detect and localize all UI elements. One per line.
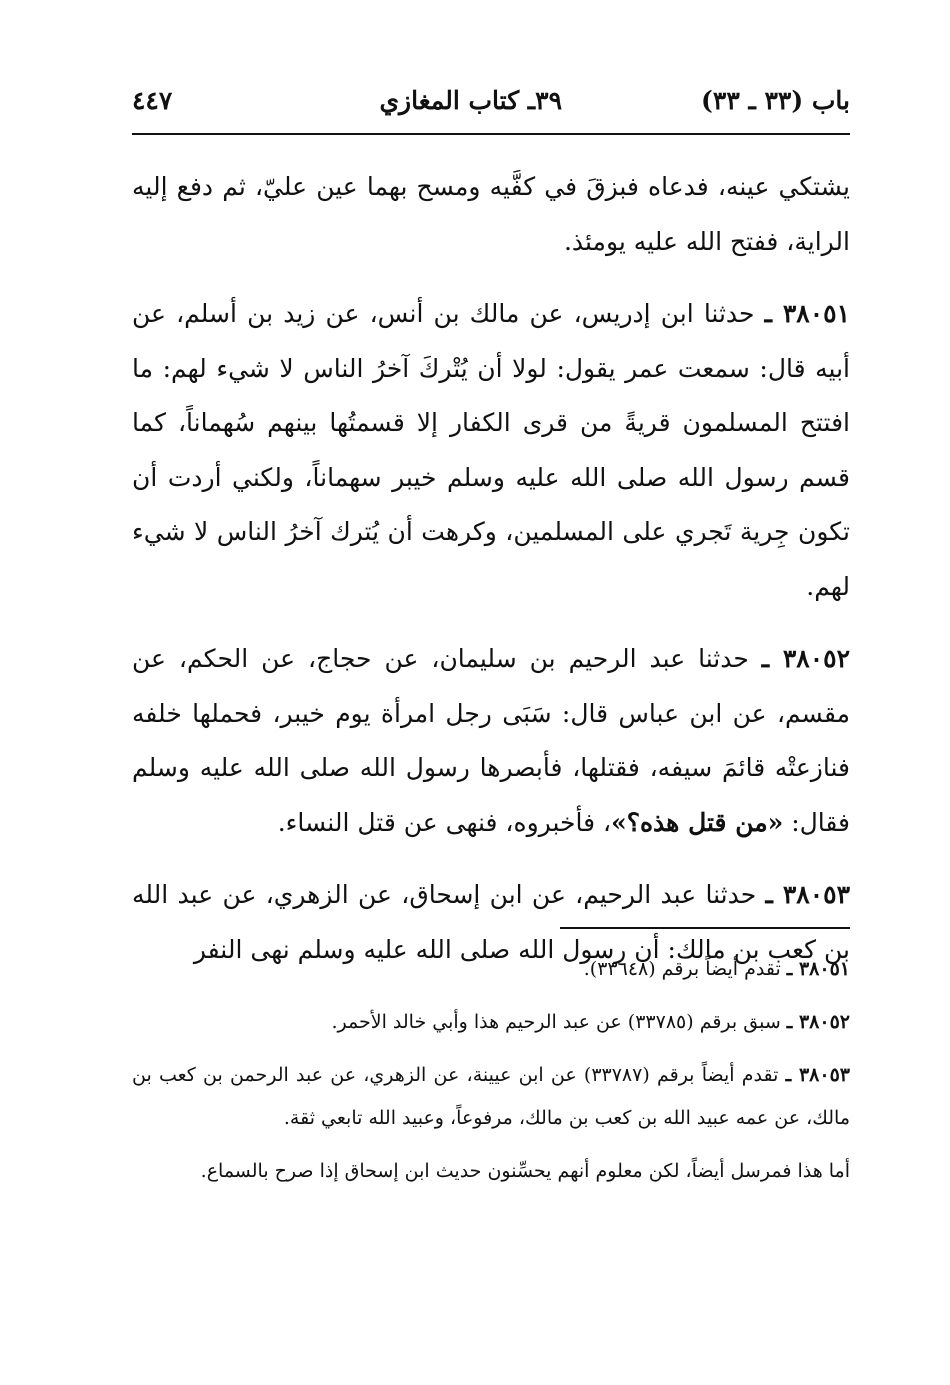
hadith-number: ٣٨٠٥٣ ـ <box>765 880 851 909</box>
paragraph-text: حدثنا عبد الرحيم بن سليمان، عن حجاج، عن الحكم، عن مقسم، عن ابن عباس قال: سَبَى رجل امرأة يوم خيبر، فحملها خلفه فنازعتْه قائمَ سيفه، فقتلها، فأبصرها رسول الله صلى الله عليه وسلم فقال: <box>132 644 850 837</box>
page-number: ٤٤٧ <box>132 86 173 115</box>
header-divider <box>132 133 850 135</box>
footnote-note <box>132 1150 850 1193</box>
footnote-text: تقدم أيضاً برقم (٣٣٧٨٧) عن ابن عيينة، عن الزهري، عن عبد الرحمن بن كعب بن مالك، عن عمه عبيد الله بن كعب بن مالك، مرفوعاً، وعبيد الله تابعي ثقة. <box>132 1064 850 1129</box>
main-text <box>132 160 850 995</box>
paragraph-text-end: ، فأخبروه، فنهى عن قتل النساء. <box>277 807 612 837</box>
paragraph-text: حدثنا ابن إدريس، عن مالك بن أنس، عن زيد بن أسلم، عن أبيه قال: سمعت عمر يقول: لولا أن يُتْركَ آخرُ الناس لا شيء لهم: ما افتتح المسلمون قريةً من قرى الكفار إلا قسمتُها بينهم سُهماناً، كما قسم رسول الله صلى الله عليه وسلم خيبر سهماناً، ولكني أردت أن تكون جِرية تَجري على المسلمين، وكرهت أن يُترك آخرُ الناس لا شيء لهم. <box>132 299 850 601</box>
paragraph-text: يشتكي عينه، فدعاه فبزقَ في كفَّيه ومسح بهما عين عليّ، ثم دفع إليه الراية، ففتح الله عليه يومئذ. <box>132 172 850 256</box>
footnote-38051 <box>132 948 850 991</box>
footnote-38053 <box>132 1054 850 1140</box>
hadith-38052 <box>132 632 850 850</box>
hadith-38051 <box>132 287 850 614</box>
footnote-text: تقدم أيضاً برقم (٣٣٦٤٨). <box>583 958 787 980</box>
footnotes <box>132 948 850 1203</box>
page-header <box>132 86 850 130</box>
prophetic-quote: «من قتل هذه؟» <box>611 807 784 837</box>
chapter-section-label: باب (٣٣ ـ ٣٣) <box>701 86 850 115</box>
footnote-number: ٣٨٠٥٣ ـ <box>785 1064 850 1086</box>
hadith-number: ٣٨٠٥٢ ـ <box>761 644 850 673</box>
book-title: ٣٩ـ كتاب المغازي <box>379 86 562 115</box>
footnote-text: أما هذا فمرسل أيضاً، لكن معلوم أنهم يحسِّنون حديث ابن إسحاق إذا صرح بالسماع. <box>200 1160 850 1182</box>
paragraph-text: حدثنا عبد الرحيم، عن ابن إسحاق، عن الزهري، عن عبد الله بن كعب بن مالك: أن رسول الله صلى الله عليه وسلم نهى النفر <box>132 880 850 964</box>
paragraph-continuation <box>132 160 850 269</box>
footnote-38052 <box>132 1001 850 1044</box>
footnote-text: سبق برقم (٣٣٧٨٥) عن عبد الرحيم هذا وأبي خالد الأحمر. <box>331 1011 787 1033</box>
hadith-number: ٣٨٠٥١ ـ <box>764 299 850 328</box>
footnote-divider <box>560 927 850 929</box>
footnote-number: ٣٨٠٥٢ ـ <box>786 1011 850 1033</box>
footnote-number: ٣٨٠٥١ ـ <box>786 958 850 980</box>
